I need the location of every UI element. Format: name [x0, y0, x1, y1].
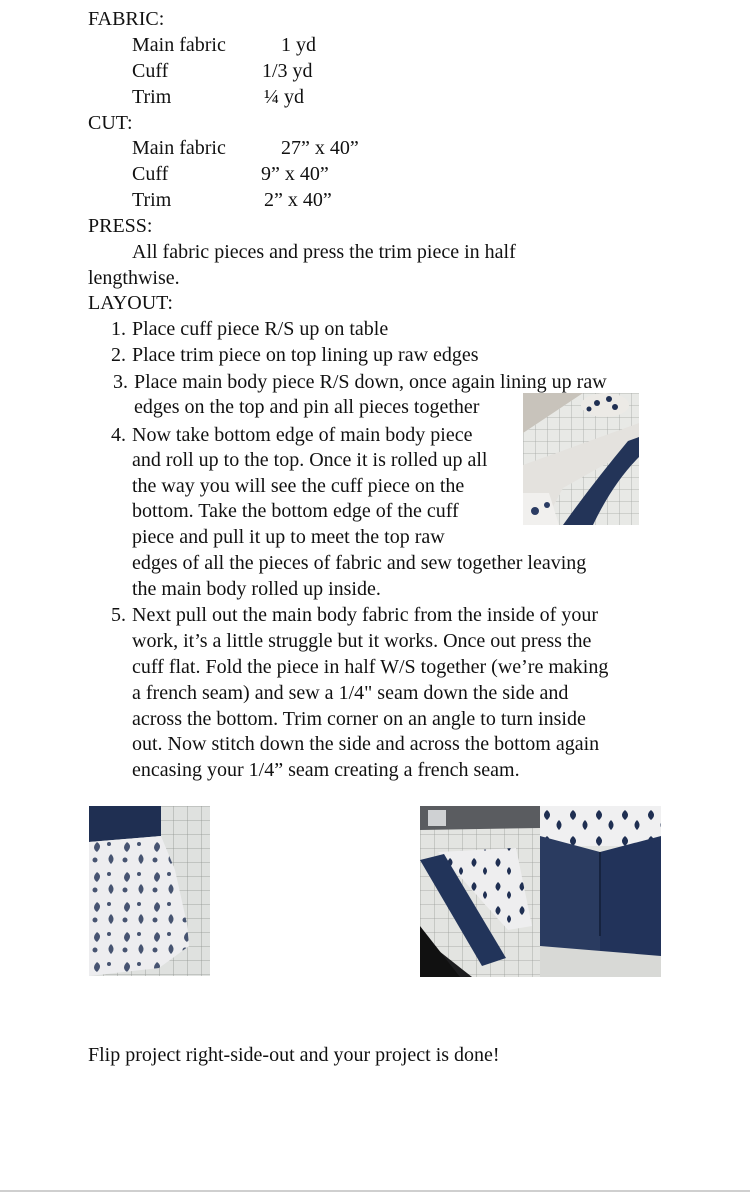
page-bottom-divider [0, 1190, 750, 1192]
rolled-fabric-photo [523, 393, 639, 525]
step-4-line: edges of all the pieces of fabric and sew together leaving [132, 552, 587, 574]
trim-layering-photo [420, 806, 540, 977]
fabric-label-cuff: Cuff [132, 60, 169, 82]
cut-label-main: Main fabric [132, 137, 226, 159]
fabric-label-trim: Trim [132, 86, 172, 108]
step-5-line: across the bottom. Trim corner on an angle to turn inside [132, 708, 586, 730]
cut-value-trim: 2” x 40” [264, 189, 332, 211]
cut-label-cuff: Cuff [132, 163, 169, 185]
cut-heading: CUT: [88, 112, 133, 134]
step-5-line: work, it’s a little struggle but it works. Once out press the [132, 630, 592, 652]
press-text-line1: All fabric pieces and press the trim piece in half [132, 241, 516, 263]
step-number: 4. [111, 424, 126, 446]
pressed-cuff-photo [540, 806, 661, 977]
step-5-line: Next pull out the main body fabric from the inside of your [132, 604, 599, 626]
layout-heading: LAYOUT: [88, 292, 173, 314]
step-number: 1. [111, 318, 126, 340]
step-4-line: piece and pull it up to meet the top raw [132, 526, 445, 548]
fabric-value-cuff: 1/3 yd [262, 60, 313, 82]
step-3-line: Place main body piece R/S down, once again lining up raw [134, 371, 607, 393]
step-3-line: edges on the top and pin all pieces together [134, 396, 480, 418]
cut-value-cuff: 9” x 40” [261, 163, 329, 185]
fabric-label-main: Main fabric [132, 34, 226, 56]
step-5-line: encasing your 1/4” seam creating a french seam. [132, 759, 520, 781]
step-2-line: Place trim piece on top lining up raw edges [132, 344, 479, 366]
step-5-line: cuff flat. Fold the piece in half W/S together (we’re making [132, 656, 609, 678]
step-5-line: a french seam) and sew a 1/4" seam down the side and [132, 682, 569, 704]
step-4-line: bottom. Take the bottom edge of the cuff [132, 500, 459, 522]
fabric-heading: FABRIC: [88, 8, 165, 30]
step-number: 5. [111, 604, 126, 626]
cut-label-trim: Trim [132, 189, 172, 211]
cut-value-main: 27” x 40” [281, 137, 359, 159]
step-1-line: Place cuff piece R/S up on table [132, 318, 389, 340]
step-number: 2. [111, 344, 126, 366]
step-4-line: and roll up to the top. Once it is rolled up all [132, 449, 488, 471]
fabric-value-main: 1 yd [281, 34, 316, 56]
step-4-line: the main body rolled up inside. [132, 578, 381, 600]
fabric-value-trim: ¼ yd [264, 86, 304, 108]
step-number: 3. [113, 371, 128, 393]
step-4-line: Now take bottom edge of main body piece [132, 424, 473, 446]
step-5-line: out. Now stitch down the side and across the bottom again [132, 733, 600, 755]
closing-text: Flip project right-side-out and your project is done! [88, 1044, 500, 1066]
step-4-line: the way you will see the cuff piece on the [132, 475, 465, 497]
cuff-damask-photo [89, 806, 210, 976]
press-heading: PRESS: [88, 215, 153, 237]
press-text-line2: lengthwise. [88, 267, 180, 289]
